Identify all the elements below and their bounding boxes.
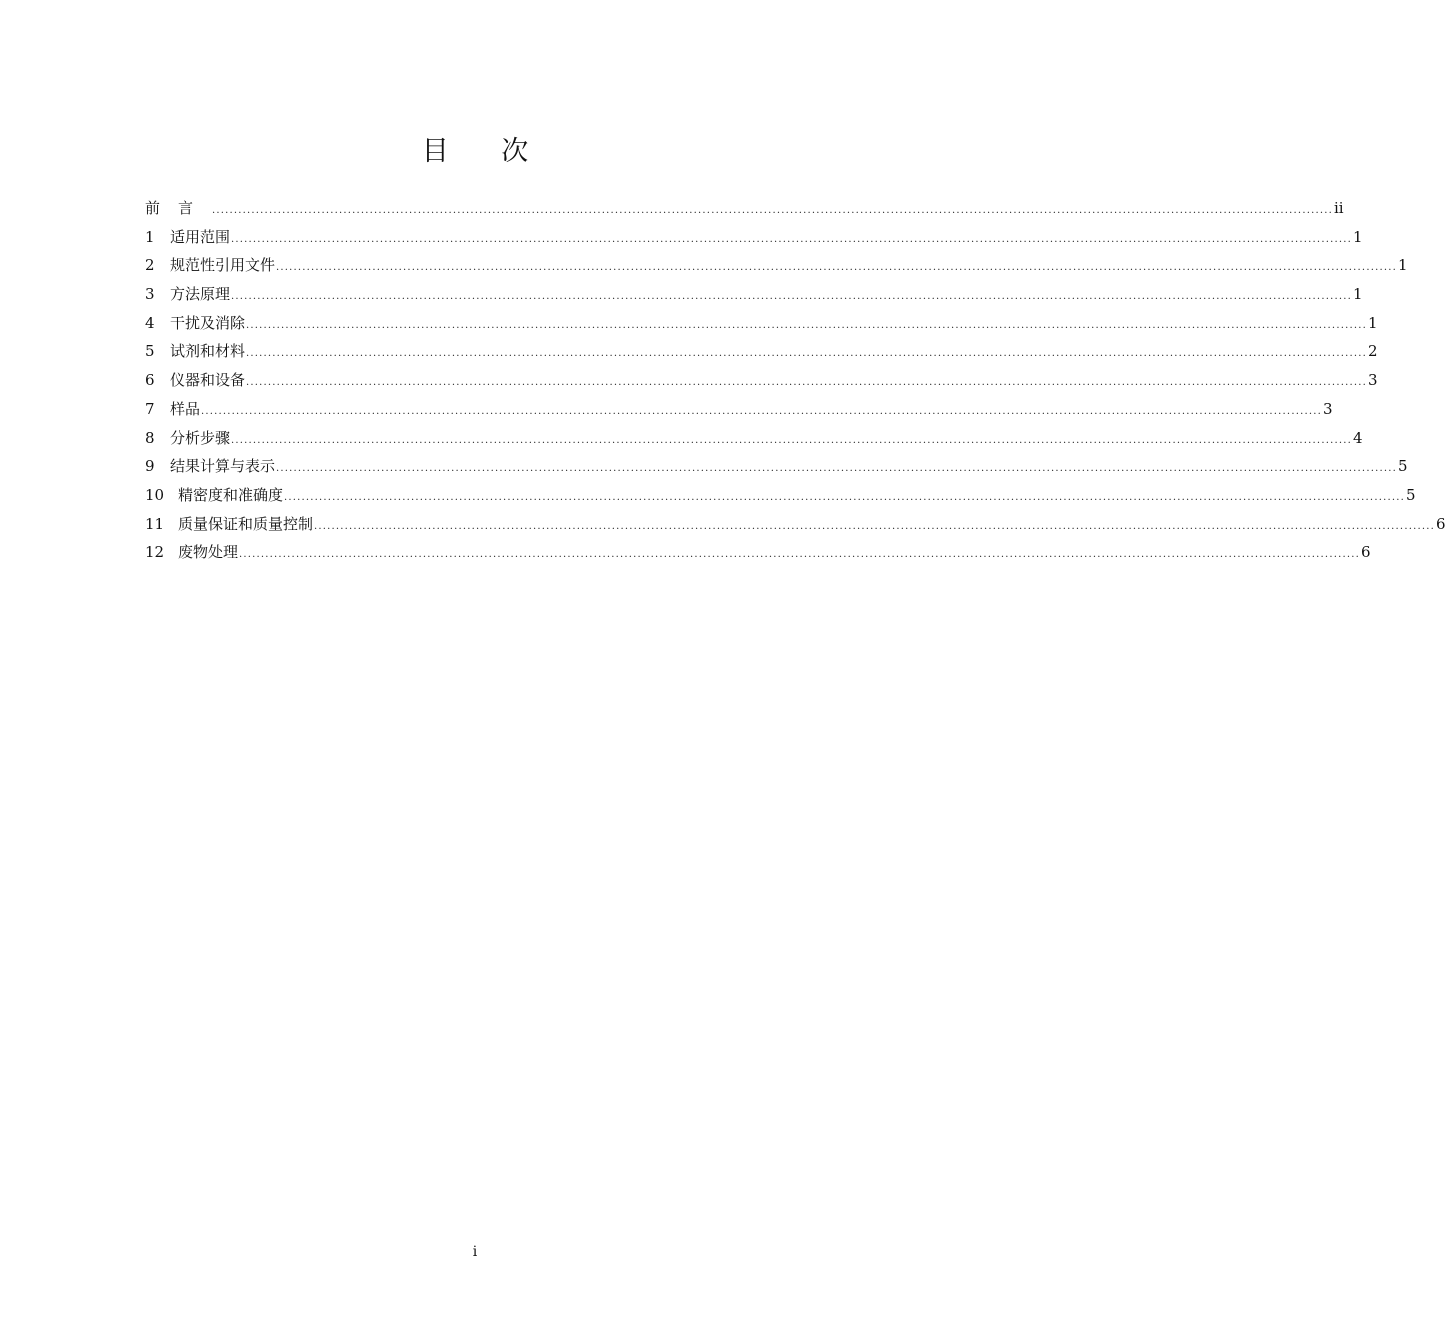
toc-entry-page: 1 [1352,285,1363,304]
toc-entry-label: 干扰及消除 [170,313,246,332]
toc-entry-page: 5 [1405,485,1416,504]
toc-entry-page: 2 [1367,342,1378,361]
toc-entry-page: 1 [1352,227,1363,246]
toc-leader-dots: ................................................................................................................................................................................................................................................................ [276,463,1397,475]
toc-entry-page: 1 [1397,256,1408,275]
toc-entry-label: 精密度和准确度 [178,485,284,504]
page-number: i [472,1244,478,1260]
toc-entry-3[interactable] [145,280,1363,309]
toc-entry-number: 2 [145,256,155,275]
toc-entry-number: 5 [145,342,155,361]
toc-entry-4[interactable] [145,309,1378,338]
toc-leader-dots: ................................................................................................................................................................................................................................................................ [246,377,1367,389]
toc-leader-dots: ................................................................................................................................................................................................................................................................ [314,520,1435,532]
toc-entry-2[interactable] [145,251,1408,280]
toc-entry-number: 9 [145,457,155,476]
toc-entry-label: 结果计算与表示 [170,457,276,476]
toc-entry-number: 4 [145,313,155,332]
toc-entry-number: 12 [145,543,165,562]
toc-entry-10[interactable] [145,481,1416,510]
toc-leader-dots: ................................................................................................................................................................................................................................................................ [276,262,1397,274]
toc-entry-page: 3 [1367,371,1378,390]
toc-entry-label: 方法原理 [170,285,231,304]
toc-entry-page: 5 [1397,457,1408,476]
toc-entry-page: 3 [1322,399,1333,418]
toc-entry-label: 试剂和材料 [170,342,246,361]
toc-entry-label: 仪器和设备 [170,371,246,390]
toc-entry-number: 11 [145,514,165,533]
toc-entry-page: ii [1333,199,1344,217]
toc-leader-dots: ................................................................................................................................................................................................................................................................ [239,549,1360,561]
toc-entry-foreword[interactable] [145,194,1344,223]
toc-entry-number: 1 [145,227,155,246]
table-of-contents [145,194,1446,567]
toc-entry-label: 废物处理 [178,543,239,562]
toc-entry-page: 6 [1360,543,1371,562]
toc-leader-dots: ................................................................................................................................................................................................................................................................ [284,491,1405,503]
toc-entry-1[interactable] [145,223,1363,252]
toc-entry-label: 样品 [170,399,201,418]
toc-leader-dots: ................................................................................................................................................................................................................................................................ [231,434,1352,446]
toc-entry-number: 8 [145,428,155,447]
toc-leader-dots: ................................................................................................................................................................................................................................................................ [246,319,1367,331]
toc-leader-dots: ................................................................................................................................................................................................................................................................ [246,348,1367,360]
toc-entry-9[interactable] [145,452,1408,481]
page-title: 目 次 [421,136,551,167]
toc-entry-number: 10 [145,485,165,504]
toc-entry-page: 1 [1367,313,1378,332]
toc-entry-5[interactable] [145,337,1378,366]
toc-entry-label: 规范性引用文件 [170,256,276,275]
toc-entry-number: 3 [145,285,155,304]
toc-entry-label: 质量保证和质量控制 [178,514,314,533]
toc-entry-page: 6 [1435,514,1446,533]
toc-entry-page: 4 [1352,428,1363,447]
toc-entry-8[interactable] [145,424,1363,453]
toc-leader-dots: ................................................................................................................................................................................................................................................................ [231,291,1352,303]
toc-entry-12[interactable] [145,538,1371,567]
toc-leader-dots: ................................................................................................................................................................................................................................................................ [212,205,1333,216]
toc-entry-label: 适用范围 [170,227,231,246]
toc-entry-label: 分析步骤 [170,428,231,447]
toc-entry-number: 6 [145,371,155,390]
toc-entry-11[interactable] [145,510,1446,539]
toc-entry-label: 前言 [145,199,212,217]
toc-entry-7[interactable] [145,395,1333,424]
toc-leader-dots: ................................................................................................................................................................................................................................................................ [231,233,1352,245]
toc-entry-number: 7 [145,399,155,418]
toc-entry-6[interactable] [145,366,1378,395]
toc-leader-dots: ................................................................................................................................................................................................................................................................ [201,405,1322,417]
